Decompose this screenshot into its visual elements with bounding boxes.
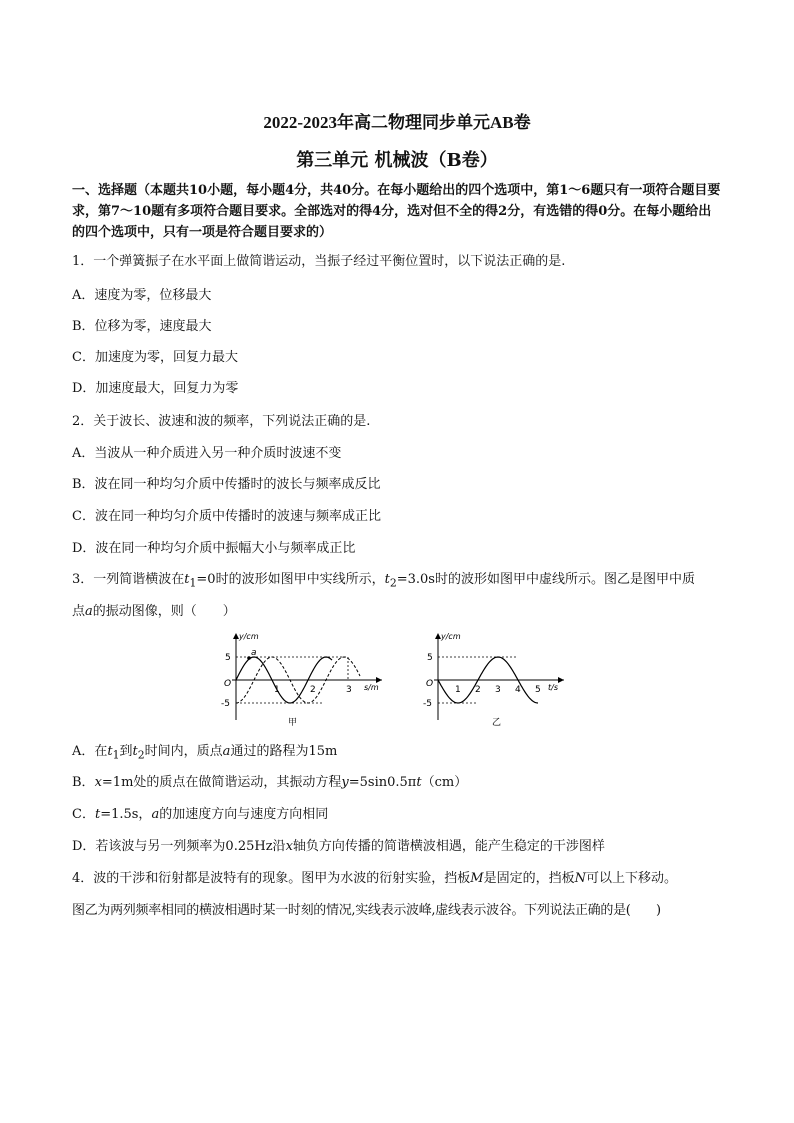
jia-point-a-label: a <box>251 648 257 658</box>
q3-stem-line1: 3．一列简谐横波在$t_1=0$时的波形如图甲中实线所示，$t_2=3.0s$时的波形如图甲中虚线所示。图乙是图甲中质 <box>72 572 695 590</box>
unit-title: 第三单元 机械波（B卷） <box>296 150 498 171</box>
jia-y-label: y/cm <box>239 632 259 641</box>
yi-tick-5: 5 <box>535 685 541 695</box>
q3-option-a: A．在$t_1$到$t_2$时间内，质点a通过的路程为15m <box>72 744 338 762</box>
jia-tick-1: 1 <box>274 685 280 695</box>
jia-y-neg: -5 <box>221 699 230 709</box>
yi-x-label: t/s <box>548 683 558 692</box>
yi-y-neg: -5 <box>423 699 432 709</box>
figure-jia <box>221 632 382 728</box>
q2-option-a: A．当波从一种介质进入另一种介质时波速不变 <box>72 446 342 461</box>
yi-tick-4: 4 <box>515 685 521 695</box>
yi-tick-2: 2 <box>475 685 481 695</box>
yi-tick-1: 1 <box>455 685 461 695</box>
yi-y-label: y/cm <box>441 632 461 641</box>
q3-option-d: D．若该波与另一列频率为0.25Hz沿x轴负方向传播的简谐横波相遇，能产生稳定的干涉图样 <box>72 839 605 854</box>
q1-option-a: A．速度为零，位移最大 <box>72 288 212 303</box>
jia-tick-2: 2 <box>310 685 316 695</box>
yi-origin: O <box>426 679 434 689</box>
q4-stem-line1: 4．波的干涉和衍射都是波特有的现象。图甲为水波的衍射实验，挡板M是固定的，挡板N可以上下移动。 <box>72 871 677 886</box>
yi-x-arrow <box>558 677 564 683</box>
q1-stem: 1．一个弹簧振子在水平面上做简谐运动，当振子经过平衡位置时，以下说法正确的是. <box>72 254 566 269</box>
jia-y-pos: 5 <box>225 653 231 663</box>
q3-stem-line2: 点a的振动图像，则（ ） <box>72 604 236 619</box>
q2-stem: 2．关于波长、波速和波的频率，下列说法正确的是. <box>72 414 371 429</box>
q2-option-b: B．波在同一种均匀介质中传播时的波长与频率成反比 <box>72 477 381 492</box>
q1-option-c: C．加速度为零，回复力最大 <box>72 350 238 365</box>
section-instructions: 一、选择题（本题共10小题，每小题4分，共40分。在每小题给出的四个选项中，第1～6题只有一项符合题目要求，第7～10题有多项符合题目要求。全部选对的得4分，选对但不全的得2分，有选错的得0分。在每小题给出的四个选项中，只有一项是符合题目要求的） <box>72 183 721 240</box>
q3-option-b: B．x=1m处的质点在做简谐运动，其振动方程y=5sin0.5πt（cm） <box>72 775 468 790</box>
q3-option-c: C．t=1.5s，a的加速度方向与速度方向相同 <box>72 807 329 822</box>
exam-title: 2022-2023年高二物理同步单元AB卷 <box>263 113 531 132</box>
q2-option-d: D．波在同一种均匀介质中振幅大小与频率成正比 <box>72 541 356 556</box>
jia-tick-3: 3 <box>346 685 352 695</box>
figure-yi <box>423 632 564 728</box>
q3-figures <box>212 628 572 730</box>
q2-option-c: C．波在同一种均匀介质中传播时的波速与频率成正比 <box>72 509 381 524</box>
yi-y-pos: 5 <box>427 653 433 663</box>
q4-stem-line2: 图乙为两列频率相同的横波相遇时某一时刻的情况,实线表示波峰,虚线表示波谷。下列说法正确的是( ) <box>72 903 661 918</box>
jia-x-label: s/m <box>364 683 379 692</box>
q1-option-d: D．加速度最大，回复力为零 <box>72 381 239 396</box>
jia-caption: 甲 <box>288 718 298 728</box>
yi-tick-3: 3 <box>495 685 501 695</box>
q1-option-b: B．位移为零，速度最大 <box>72 319 212 334</box>
yi-caption: 乙 <box>492 718 502 728</box>
jia-origin: O <box>224 679 232 689</box>
